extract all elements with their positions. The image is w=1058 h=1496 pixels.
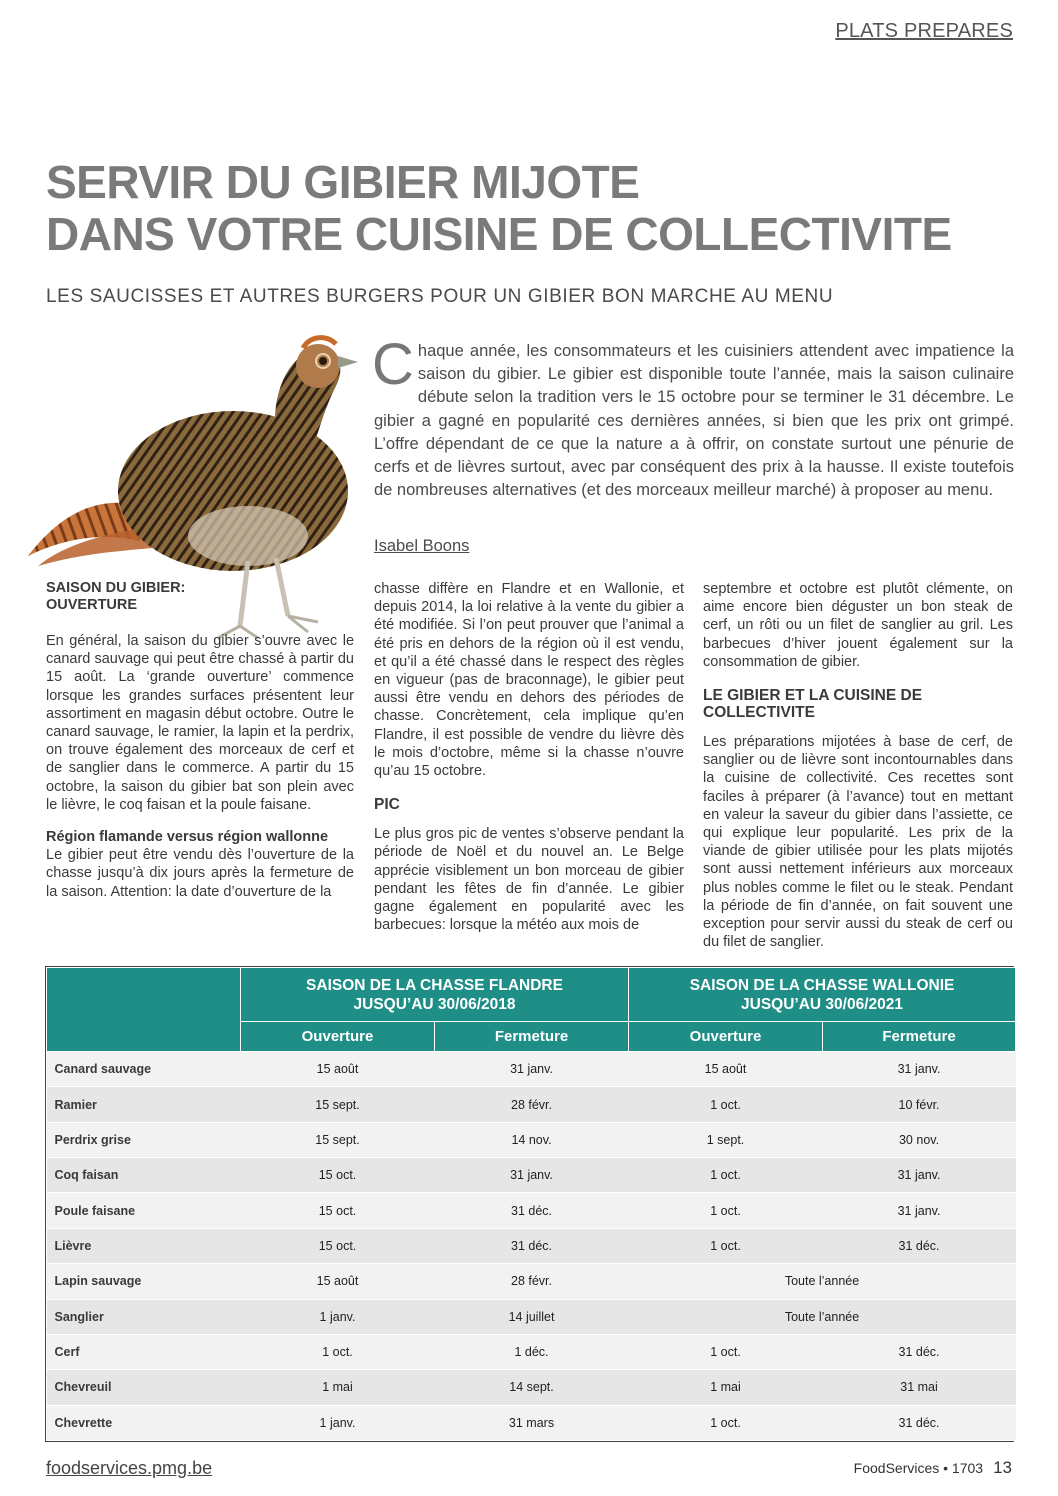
subheader-fermeture-flandre: Fermeture — [435, 1022, 629, 1052]
col1-para-1-start: En général, la saison du — [46, 633, 208, 649]
table-row — [47, 1228, 1016, 1263]
lead-text: haque année, les consommateurs et les cuisiniers attendent avec impatience la saison du gibier. Le gibier est disponible toute l’année, mais la saison culinaire débute selon la tradition vers le 15 octobre pour se terminer le 31 décembre. Le gibier a gagné en popularité ces dernières années, si bien que les prix ont grimpé. L’offre dépendant de ce que la nature a à offrir, on constate surtout une pénurie de cerfs et de lièvres surtout, avec par conséquent des prix à la hausse. Il existe toutefois de nombreuses alternatives (et des morceaux meilleur marché) à proposer au menu. — [374, 342, 1014, 500]
table-cell: 1 mai — [629, 1370, 823, 1405]
table-cell: 31 janv. — [823, 1052, 1016, 1087]
row-species: Chevrette — [47, 1405, 241, 1440]
table-cell: 1 oct. — [629, 1334, 823, 1369]
table-body — [47, 1052, 1016, 1441]
row-species: Lapin sauvage — [47, 1264, 241, 1299]
subheader-ouverture-wallonie: Ouverture — [629, 1022, 823, 1052]
table-cell: 1 janv. — [241, 1299, 435, 1334]
col3-para-1: septembre et octobre est plutôt clémente, on aime encore bien déguster un bon steak de cerf, un rôti ou un filet de sanglier au gril. Les barbecues d’hiver jouent également sur la consommation de gibier. — [703, 581, 1013, 670]
table-cell: 28 févr. — [435, 1264, 629, 1299]
row-species: Sanglier — [47, 1299, 241, 1334]
hunting-season-table — [45, 966, 1014, 1442]
table-cell: 15 oct. — [241, 1228, 435, 1263]
col1-para-1 — [46, 632, 354, 814]
table-cell: 14 juillet — [435, 1299, 629, 1334]
table-row — [47, 1299, 1016, 1334]
table-cell: 1 oct. — [629, 1228, 823, 1263]
table-cell: 1 oct. — [629, 1193, 823, 1228]
table-cell: 31 mars — [435, 1405, 629, 1440]
table-cell: 31 janv. — [435, 1052, 629, 1087]
table-cell: 15 août — [629, 1052, 823, 1087]
table-row — [47, 1052, 1016, 1087]
table-cell: 31 mai — [823, 1370, 1016, 1405]
table-row — [47, 1158, 1016, 1193]
table-cell: 1 mai — [241, 1370, 435, 1405]
season-table — [46, 967, 1016, 1441]
header-wallonie — [629, 968, 1016, 1022]
table-row — [47, 1193, 1016, 1228]
col2-para-2: Le plus gros pic de ventes s’observe pendant la période de Noël et du nouvel an. Le Belge apprécie visiblement un bon morceau de gibier pendant les fêtes de fin d’année. Le gibier gagne également en popularité avec les barbecues: lorsque la météo aux mois de — [374, 826, 684, 934]
table-cell: 31 déc. — [435, 1228, 629, 1263]
row-species: Chevreuil — [47, 1370, 241, 1405]
table-cell: 1 oct. — [629, 1158, 823, 1193]
table-row — [47, 1334, 1016, 1369]
table-cell: 28 févr. — [435, 1087, 629, 1122]
header-flandre-line-2: JUSQU’AU 30/06/2018 — [353, 995, 516, 1013]
table-cell: 30 nov. — [823, 1122, 1016, 1157]
row-species: Canard sauvage — [47, 1052, 241, 1087]
website-link[interactable]: foodservices.pmg.be — [46, 1458, 213, 1478]
row-species: Cerf — [47, 1334, 241, 1369]
table-cell: 1 sept. — [629, 1122, 823, 1157]
col1-para-2: Le gibier peut être vendu dès l’ouverture de la chasse jusqu’à dix jours après la fermeture de la saison. Attention: la date d’ouverture de la — [46, 847, 354, 900]
row-species: Coq faisan — [47, 1158, 241, 1193]
col1-para-1-rest: gibier s’ouvre avec le canard sauvage qui peut être chassé à partir du 15 août. La ‘grande ouverture’ commence lorsque les grandes surfaces présentent leur assortiment en magasin début octobre. Outre le canard sauvage, le ramier, la lapin et la perdrix, on trouve également des morceaux de cerf et de sanglier dans le commerce. A partir du 15 octobre, la saison du gibier bat son plein avec le lièvre, le coq faisan et la poule faisane. — [46, 633, 355, 813]
drop-cap: C — [372, 332, 414, 397]
header-wallonie-line-2: JUSQU’AU 30/06/2021 — [741, 995, 904, 1013]
table-row — [47, 1087, 1016, 1122]
article-title — [46, 156, 1006, 260]
header-flandre-line-1: SAISON DE LA CHASSE FLANDRE — [306, 976, 563, 994]
lead-paragraph — [372, 332, 1014, 502]
table-row — [47, 1264, 1016, 1299]
title-line-1: SERVIR DU GIBIER MIJOTE — [46, 156, 640, 208]
article-subtitle: LES SAUCISSES ET AUTRES BURGERS POUR UN GIBIER BON MARCHE AU MENU — [46, 286, 834, 307]
subheader-ouverture-flandre: Ouverture — [241, 1022, 435, 1052]
table-cell: 15 oct. — [241, 1193, 435, 1228]
table-cell: 1 oct. — [241, 1334, 435, 1369]
column-3 — [703, 580, 1013, 951]
table-cell: 15 août — [241, 1264, 435, 1299]
header-wallonie-line-1: SAISON DE LA CHASSE WALLONIE — [689, 976, 955, 994]
column-2 — [374, 580, 684, 934]
table-row — [47, 1370, 1016, 1405]
col1-subheading: Région flamande versus région wallonne — [46, 829, 329, 846]
row-species: Perdrix grise — [47, 1122, 241, 1157]
table-cell: 14 nov. — [435, 1122, 629, 1157]
subheader-fermeture-wallonie: Fermeture — [823, 1022, 1016, 1052]
row-species: Ramier — [47, 1087, 241, 1122]
row-species: Lièvre — [47, 1228, 241, 1263]
page-number: 13 — [993, 1458, 1012, 1477]
table-cell: 1 déc. — [435, 1334, 629, 1369]
col3-heading: LE GIBIER ET LA CUISINE DE COLLECTIVITE — [703, 687, 923, 722]
table-cell: 1 oct. — [629, 1405, 823, 1440]
table-cell: 15 sept. — [241, 1087, 435, 1122]
header-flandre — [241, 968, 629, 1022]
table-cell: 31 janv. — [823, 1193, 1016, 1228]
column-1 — [46, 580, 354, 901]
table-cell: 31 janv. — [435, 1158, 629, 1193]
table-cell: 15 août — [241, 1052, 435, 1087]
title-line-2: DANS VOTRE CUISINE DE COLLECTIVITE — [46, 208, 952, 260]
table-cell: 31 déc. — [823, 1334, 1016, 1369]
table-cell: 31 déc. — [435, 1193, 629, 1228]
table-cell: 15 sept. — [241, 1122, 435, 1157]
table-cell: 31 déc. — [823, 1228, 1016, 1263]
issue-label: FoodServices • 1703 — [853, 1460, 984, 1476]
table-cell: 10 févr. — [823, 1087, 1016, 1122]
table-row — [47, 1122, 1016, 1157]
col2-heading: PIC — [374, 796, 400, 814]
row-species: Poule faisane — [47, 1193, 241, 1228]
table-cell-merged: Toute l’année — [629, 1299, 1016, 1334]
table-cell: 15 oct. — [241, 1158, 435, 1193]
author-link[interactable]: Isabel Boons — [374, 537, 470, 555]
table-corner-cell — [47, 968, 241, 1052]
table-cell: 31 déc. — [823, 1405, 1016, 1440]
page-footer — [854, 1458, 1012, 1478]
table-cell-merged: Toute l’année — [629, 1264, 1016, 1299]
section-tag: PLATS PREPARES — [835, 20, 1013, 42]
table-cell: 1 oct. — [629, 1087, 823, 1122]
col2-para-1: chasse diffère en Flandre et en Wallonie, et depuis 2014, la loi relative à la vente du gibier a été modifiée. Si l’on peut prouver que l’animal a été pris en dehors de la région où il est vendu, et qu’il a été chassé dans le respect des règles en vigueur (pas de braconnage), le gibier peut aussi être vendu en dehors des périodes de chasse. Concrètement, cela implique qu’en Flandre, il est possible de vendre du lièvre dès le mois d’octobre, même si la chasse n’ouvre qu’au 15 octobre. — [374, 581, 684, 780]
col1-heading: SAISON DU GIBIER: OUVERTURE — [46, 580, 186, 613]
col3-para-2: Les préparations mijotées à base de cerf, de sanglier ou de lièvre sont incontournables dans la cuisine de collectivité. Ces recettes sont faciles à préparer (à l’avance) tout en mettant en valeur la saveur du gibier dans l’assiette, ce qui explique leur popularité. Les prix de la viande de gibier utilisée pour les plats mijotés sont aussi nettement inférieurs aux morceaux plus nobles comme le filet ou le steak. Pendant la période de fin d’année, on fait souvent une exception pour servir aussi du steak de cerf ou du filet de sanglier. — [703, 734, 1013, 951]
table-cell: 31 janv. — [823, 1158, 1016, 1193]
table-row — [47, 1405, 1016, 1440]
table-cell: 14 sept. — [435, 1370, 629, 1405]
table-cell: 1 janv. — [241, 1405, 435, 1440]
